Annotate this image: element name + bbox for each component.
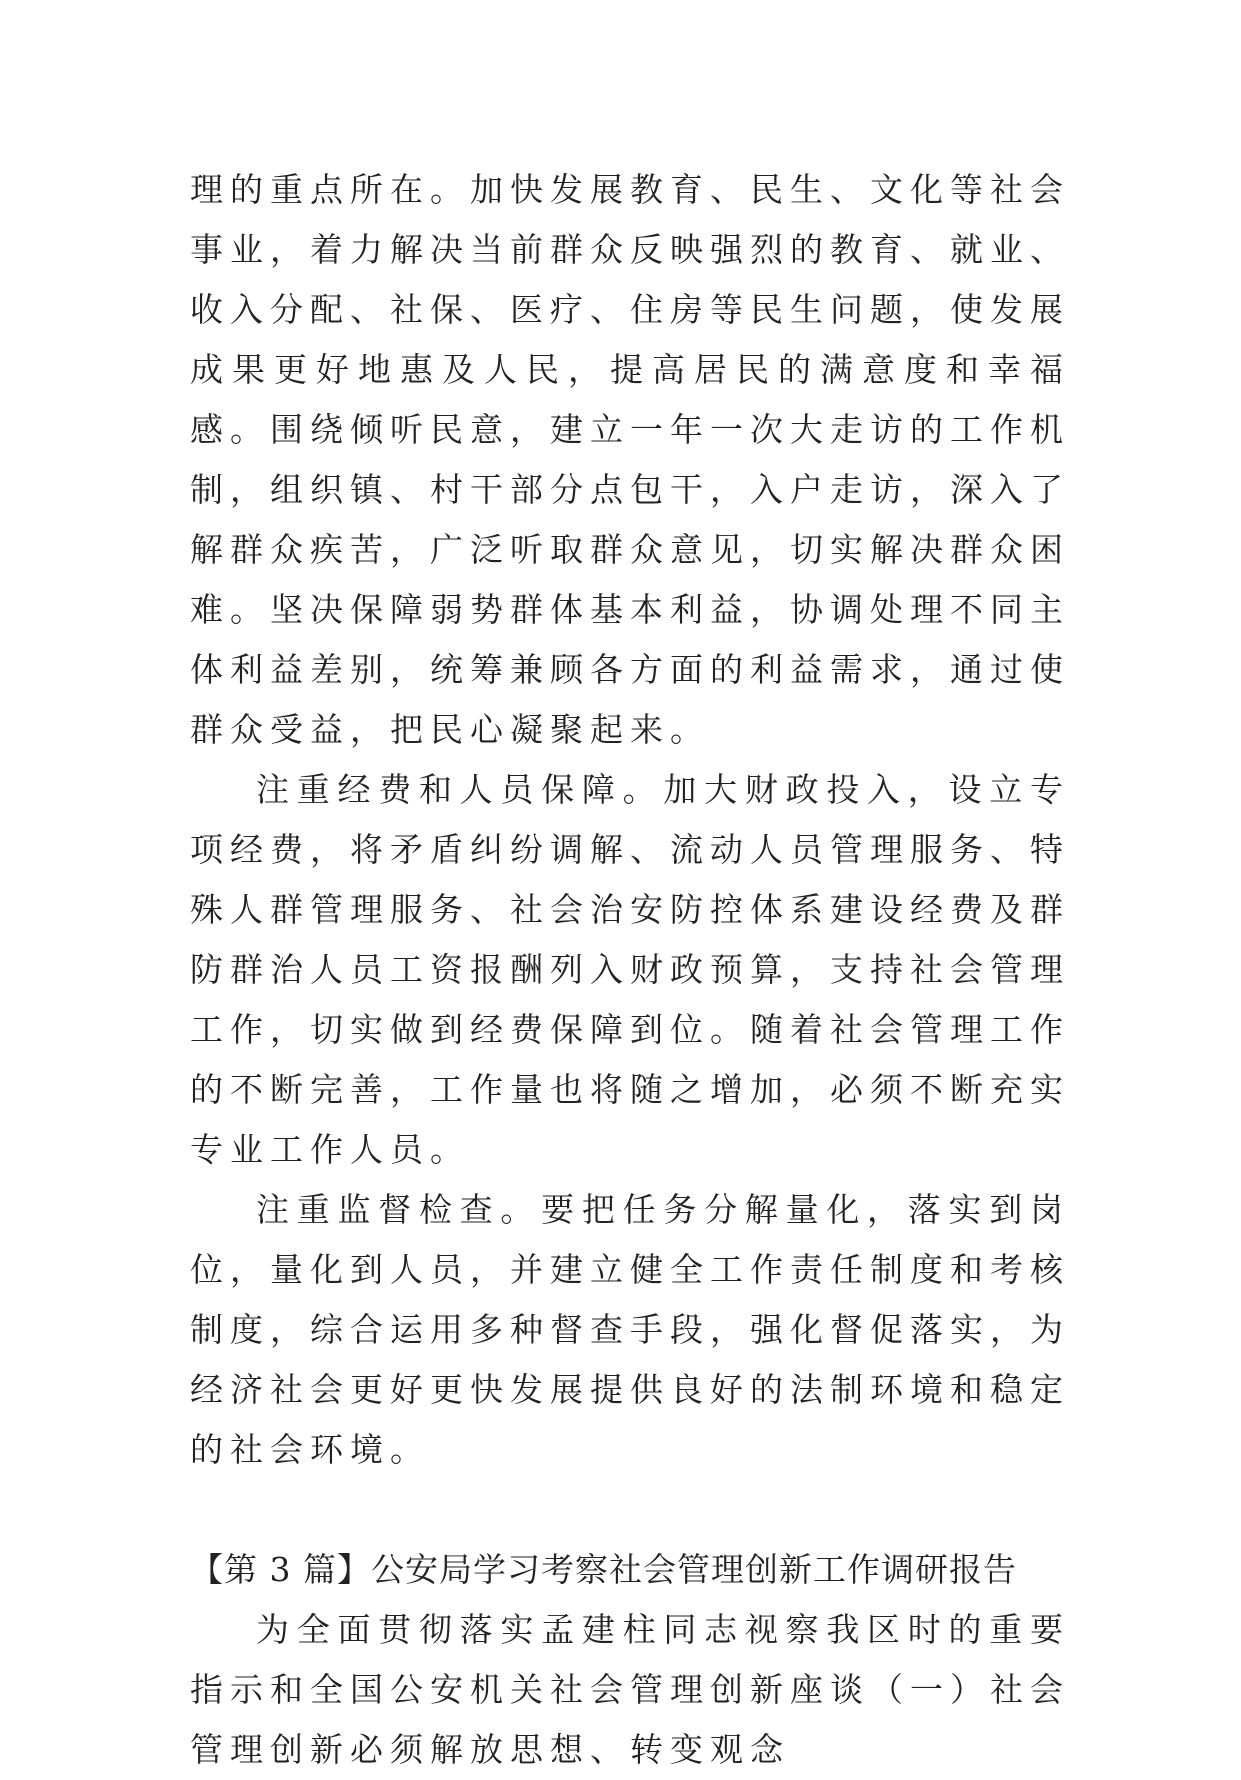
body-paragraph: 注重经费和人员保障。加大财政投入，设立专项经费，将矛盾纠纷调解、流动人员管理服务、特殊人群管理服务、社会治安防控体系建设经费及群防群治人员工资报酬列入财政预算，支持社会管理工作，切实做到经费保障到位。随着社会管理工作的不断完善，工作量也将随之增加，必须不断充实专业工作人员。: [190, 770, 1070, 1169]
document-body: [190, 160, 1070, 1780]
body-paragraph: 理的重点所在。加快发展教育、民生、文化等社会事业，着力解决当前群众反映强烈的教育、就业、收入分配、社保、医疗、住房等民生问题，使发展成果更好地惠及人民，提高居民的满意度和幸福感。围绕倾听民意，建立一年一次大走访的工作机制，组织镇、村干部分点包干，入户走访，深入了解群众疾苦，广泛听取群众意见，切实解决群众困难。坚决保障弱势群体基本利益，协调处理不同主体利益差别，统筹兼顾各方面的利益需求，通过使群众受益，把民心凝聚起来。: [190, 170, 1070, 749]
body-paragraph: 注重监督检查。要把任务分解量化，落实到岗位，量化到人员，并建立健全工作责任制度和考核制度，综合运用多种督查手段，强化督促落实，为经济社会更好更快发展提供良好的法制环境和稳定的社会环境。: [190, 1190, 1070, 1469]
section-heading: 【第 3 篇】公安局学习考察社会管理创新工作调研报告: [190, 1550, 1017, 1589]
body-paragraph: 为全面贯彻落实孟建柱同志视察我区时的重要指示和全国公安机关社会管理创新座谈（一）社会管理创新必须解放思想、转变观念: [190, 1610, 1070, 1769]
